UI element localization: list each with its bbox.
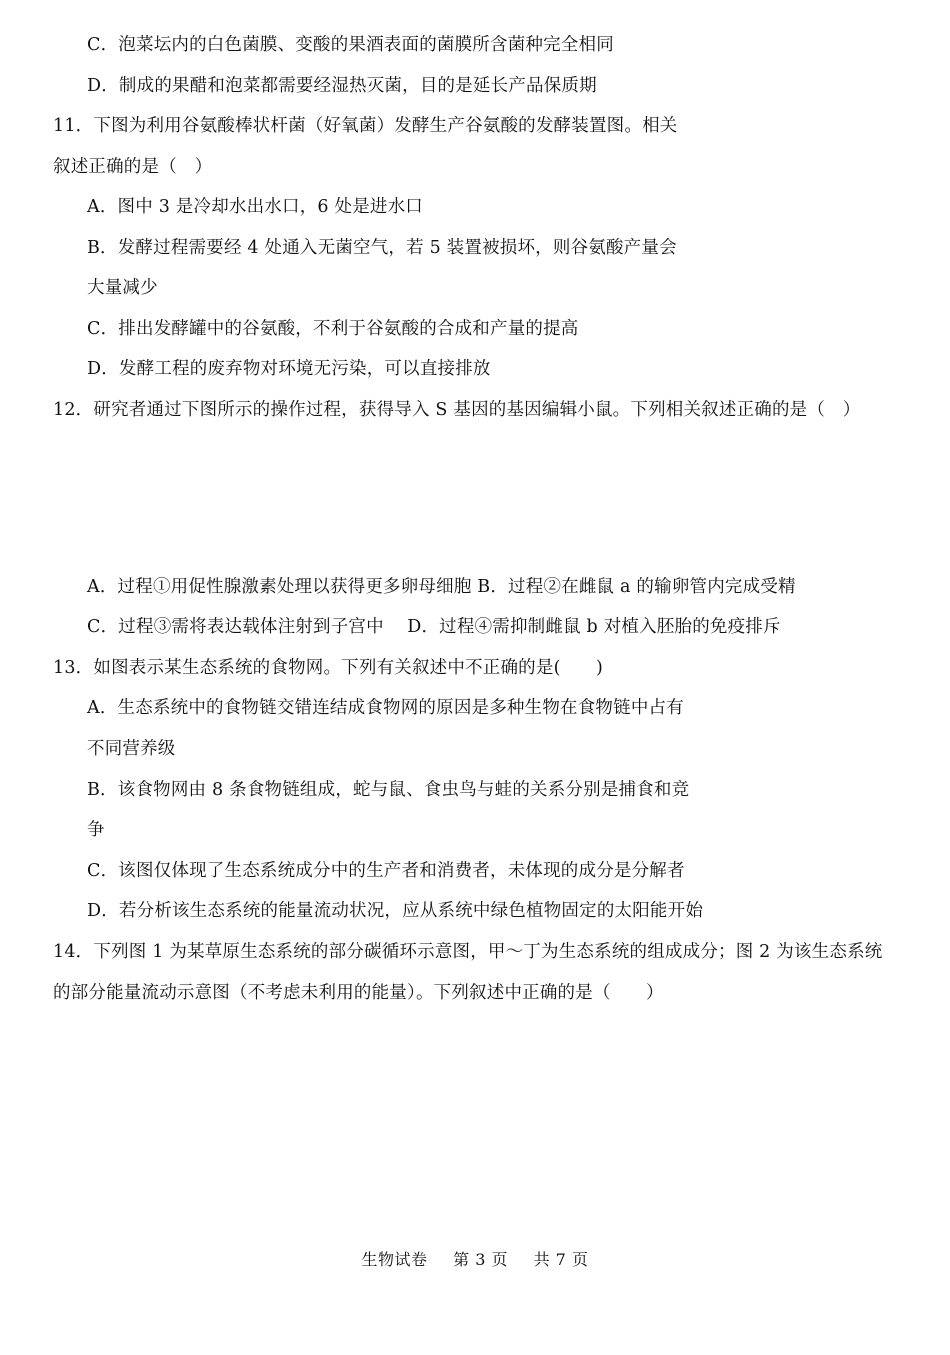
page-footer — [0, 1250, 950, 1270]
q11-option-b-line-1: B．发酵过程需要经 4 处通入无菌空气，若 5 装置被损坏，则谷氨酸产量会 — [87, 238, 677, 258]
q11-stem-line-2: 叙述正确的是（ ） — [53, 157, 213, 177]
q11-option-c: C．排出发酵罐中的谷氨酸，不利于谷氨酸的合成和产量的提高 — [87, 319, 579, 339]
q13-option-b-line-1: B．该食物网由 8 条食物链组成，蛇与鼠、食虫鸟与蛙的关系分别是捕食和竞 — [87, 780, 690, 800]
q12-figure-area — [53, 430, 893, 570]
q12-options-a-b: A．过程①用促性腺激素处理以获得更多卵母细胞 B．过程②在雌鼠 a 的输卵管内完成受精 — [87, 577, 796, 597]
q10-option-c: C．泡菜坛内的白色菌膜、变酸的果酒表面的菌膜所含菌种完全相同 — [87, 35, 614, 55]
footer-page-number: 第 3 页 — [453, 1250, 508, 1269]
footer-total-pages: 共 7 页 — [533, 1250, 589, 1269]
q13-option-b-line-2: 争 — [87, 820, 105, 840]
q11-stem-line-1: 11．下图为利用谷氨酸棒状杆菌（好氧菌）发酵生产谷氨酸的发酵装置图。相关 — [53, 116, 678, 136]
q14-stem-line-1: 14．下列图 1 为某草原生态系统的部分碳循环示意图，甲～丁为生态系统的组成成分；图 2 为该生态系统 — [53, 942, 883, 962]
q13-option-d: D．若分析该生态系统的能量流动状况，应从系统中绿色植物固定的太阳能开始 — [87, 901, 704, 921]
q11-option-b-line-2: 大量减少 — [87, 278, 158, 298]
q14-stem-line-2: 的部分能量流动示意图（不考虑未利用的能量）。下列叙述中正确的是（ ） — [53, 983, 664, 1003]
footer-subject: 生物试卷 — [361, 1250, 428, 1269]
q12-options-c-d: C．过程③需将表达载体注射到子宫中 D．过程④需抑制雌鼠 b 对植入胚胎的免疫排斥 — [87, 617, 781, 637]
q10-option-d: D．制成的果醋和泡菜都需要经湿热灭菌，目的是延长产品保质期 — [87, 76, 597, 96]
q11-option-d: D．发酵工程的废弃物对环境无污染，可以直接排放 — [87, 359, 491, 379]
q12-stem: 12．研究者通过下图所示的操作过程，获得导入 S 基因的基因编辑小鼠。下列相关叙述正确的是（ ） — [53, 400, 861, 420]
q13-option-c: C．该图仅体现了生态系统成分中的生产者和消费者，未体现的成分是分解者 — [87, 861, 685, 881]
q13-option-a-line-1: A．生态系统中的食物链交错连结成食物网的原因是多种生物在食物链中占有 — [87, 698, 684, 718]
q13-stem: 13．如图表示某生态系统的食物网。下列有关叙述中不正确的是( ) — [53, 658, 604, 678]
q13-option-a-line-2: 不同营养级 — [87, 739, 176, 759]
q11-option-a: A．图中 3 是冷却水出水口，6 处是进水口 — [87, 197, 423, 217]
q14-figure-area — [53, 1015, 893, 1235]
